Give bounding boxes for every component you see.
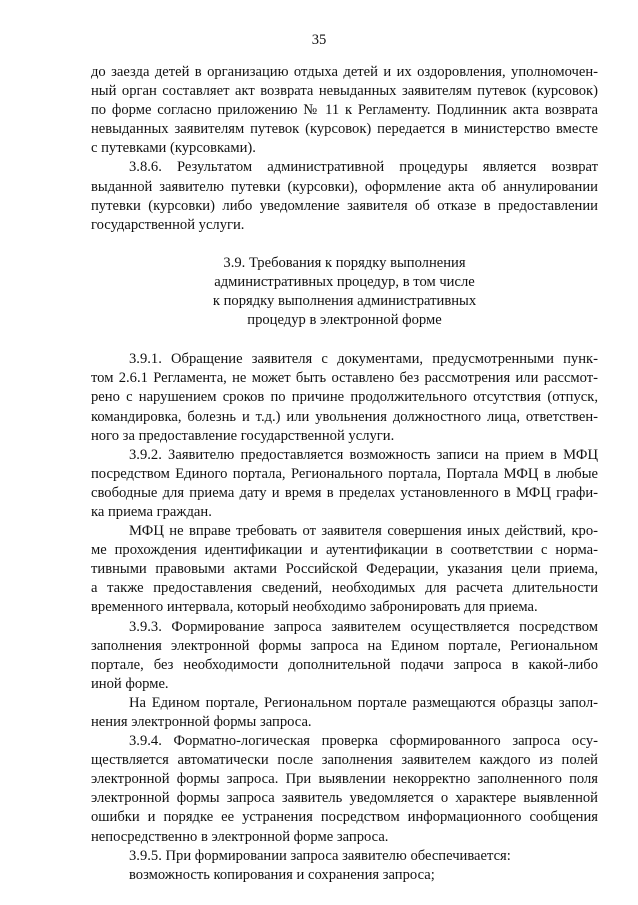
section-heading: 3.9. Требования к порядку выполнения <box>223 254 466 271</box>
text-line: путевки (курсовки) либо уведомление заявителя об отказе в предоставлении <box>91 197 598 214</box>
text-line: рено с нарушением сроков по причине продолжительного отсутствия (отпуск, <box>91 389 598 406</box>
paragraph-first-line: 3.9.2. Заявителю предоставляется возможность записи на прием в МФЦ <box>129 446 598 463</box>
text-line: государственной услуги. <box>91 216 245 233</box>
text-line: ка приема граждан. <box>91 503 212 520</box>
text-line: ошибки и порядке ее устранения посредством информационного сообщения <box>91 809 598 826</box>
section-heading: процедур в электронной форме <box>247 312 442 329</box>
paragraph-first-line: На Едином портале, Региональном портале размещаются образцы запол- <box>129 694 598 711</box>
text-line: временного интервала, который необходимо забронировать для приема. <box>91 599 538 616</box>
paragraph-first-line: 3.9.4. Форматно-логическая проверка сформированного запроса осу- <box>129 733 598 750</box>
text-line: свободные для приема дату и время в пределах установленного в МФЦ графи- <box>91 484 598 501</box>
text-line: ного за предоставление государственной услуги. <box>91 427 395 444</box>
paragraph-first-line: 3.9.5. При формировании запроса заявителю обеспечивается: <box>129 847 511 864</box>
text-line: том 2.6.1 Регламента, не может быть оставлено без рассмотрения или рассмот- <box>91 370 598 387</box>
text-line: ществляется автоматически после заполнения заявителем каждого из полей <box>91 752 598 769</box>
section-heading: административных процедур, в том числе <box>214 273 475 290</box>
text-line: по форме согласно приложению № 11 к Регламенту. Подлинник акта возврата <box>91 102 598 119</box>
paragraph-first-line: возможность копирования и сохранения запроса; <box>129 866 435 883</box>
paragraph-first-line: 3.9.3. Формирование запроса заявителем осуществляется посредством <box>129 618 598 635</box>
paragraph-first-line: 3.8.6. Результатом административной процедуры является возврат <box>129 159 598 176</box>
text-line: до заезда детей в организацию отдыха детей и их оздоровления, уполномочен- <box>91 64 598 80</box>
text-line: командировка, болезнь и т.д.) или увольнения должностного лица, ответствен- <box>91 408 598 425</box>
page-body <box>91 63 598 885</box>
text-line: с путевками (курсовками). <box>91 140 256 157</box>
text-line: нения электронной формы запроса. <box>91 714 312 730</box>
text-line: а также предоставления сведений, необходимых для расчета длительности <box>91 580 598 597</box>
paragraph-first-line: МФЦ не вправе требовать от заявителя совершения иных действий, кро- <box>129 523 598 540</box>
text-line: невыданных заявителям путевок (курсовок) передается в министерство вместе <box>91 121 598 138</box>
text-line: иной форме. <box>91 675 169 692</box>
text-line: заполнения электронной формы запроса на Едином портале, Региональном <box>91 637 598 654</box>
text-line: посредством Единого портала, Регионального портала, Портала МФЦ в любые <box>91 465 598 482</box>
text-line: выданной заявителю путевки (курсовки), оформление акта об аннулировании <box>91 178 598 195</box>
paragraph-first-line: 3.9.1. Обращение заявителя с документами, предусмотренными пунк- <box>129 351 598 368</box>
text-line: портале, без необходимости дополнительной подачи запроса в какой-либо <box>91 656 598 673</box>
section-heading: к порядку выполнения административных <box>212 293 477 310</box>
text-line: электронной формы запроса заявитель уведомляется о характере выявленной <box>91 790 598 807</box>
text-line: ный орган составляет акт возврата невыданных заявителям путевок (курсовок) <box>91 83 598 100</box>
text-line: непосредственно в электронной форме запроса. <box>91 828 389 845</box>
text-line: тивными правовыми актами Российской Федерации, указания цели приема, <box>91 561 598 578</box>
page-number: 35 <box>311 32 327 48</box>
text-line: ме прохождения идентификации и аутентификации в соответствии с норма- <box>91 542 598 559</box>
text-line: электронной формы запроса. При выявлении некорректно заполненного поля <box>91 771 598 788</box>
